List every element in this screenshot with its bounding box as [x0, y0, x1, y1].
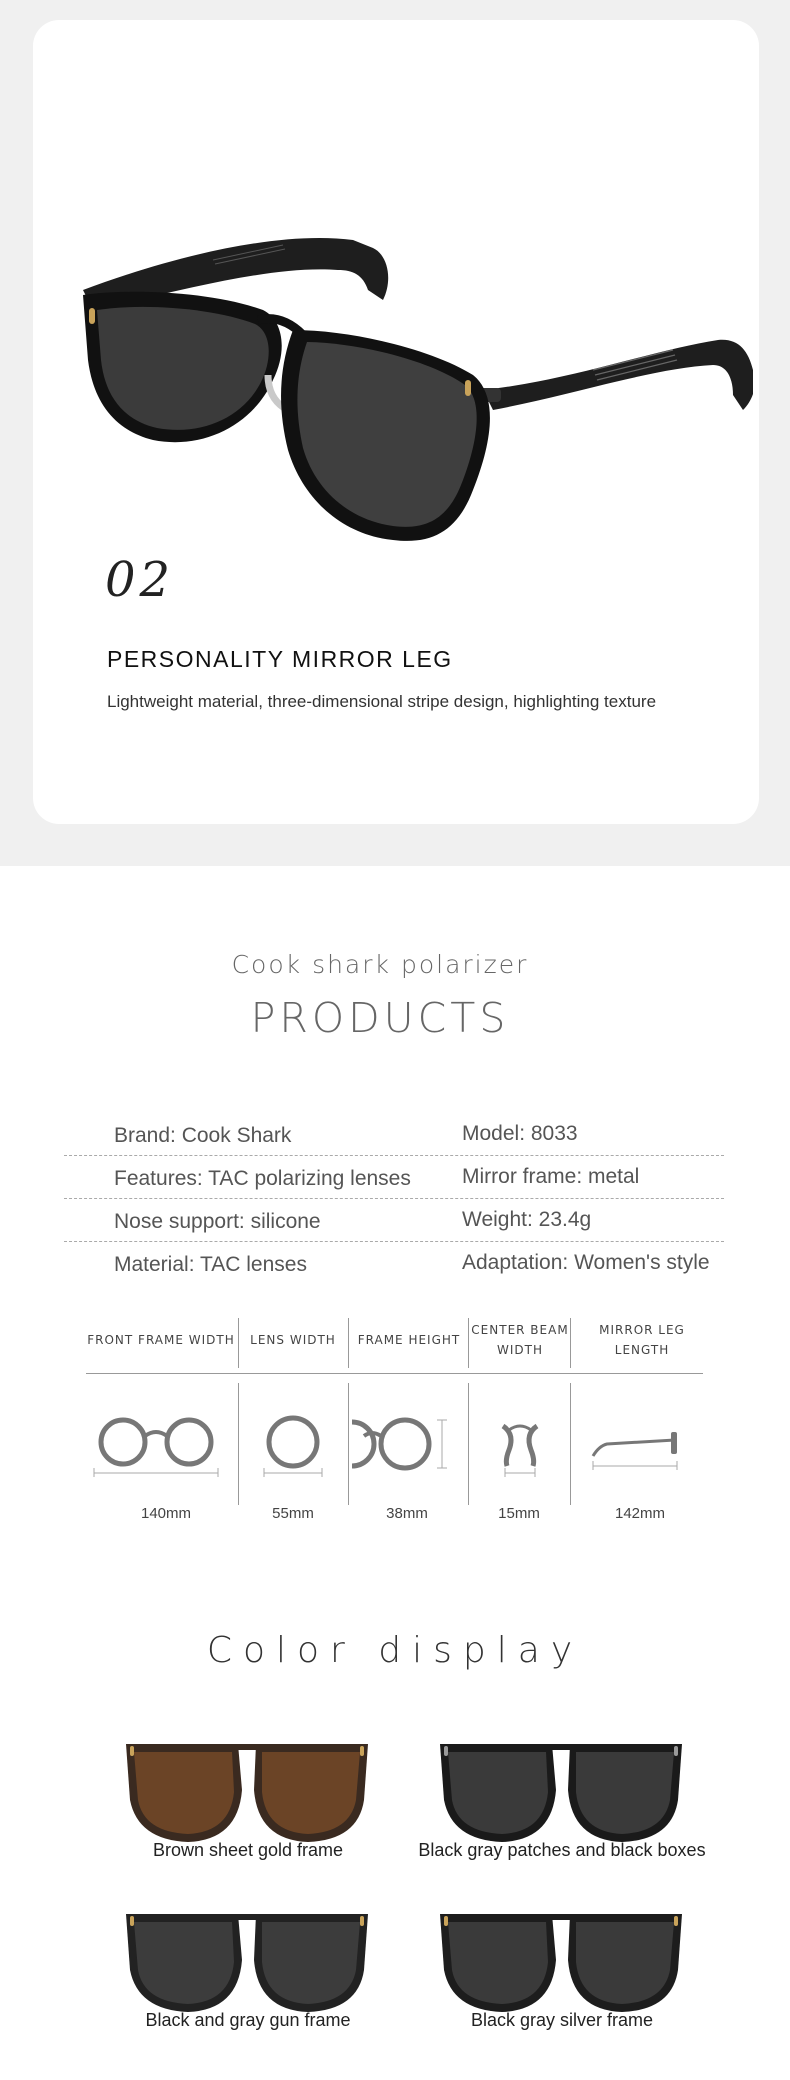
- spec-nose-support: Nose support: silicone: [114, 1210, 321, 1233]
- measurement-value: 15mm: [498, 1505, 540, 1522]
- measurement-label: LENS WIDTH: [250, 1333, 336, 1347]
- mirror-leg-icon: [585, 1410, 685, 1480]
- color-label: Black gray patches and black boxes: [418, 1840, 706, 1860]
- spec-adaptation: Adaptation: Women's style: [462, 1251, 710, 1274]
- measurement-value: 142mm: [614, 1505, 666, 1522]
- color-label: Brown sheet gold frame: [152, 1840, 344, 1860]
- sunglasses-image: [53, 200, 753, 580]
- spec-material: Material: TAC lenses: [114, 1253, 307, 1276]
- measurement-value: 38mm: [386, 1505, 428, 1522]
- front-frame-icon: [90, 1410, 222, 1480]
- spec-brand: Brand: Cook Shark: [114, 1124, 292, 1147]
- measurement-value: 55mm: [272, 1505, 314, 1522]
- column-divider: [348, 1318, 349, 1368]
- color-swatch-silver-frame: [432, 1900, 692, 2020]
- column-divider: [238, 1383, 239, 1505]
- feature-number: 02: [105, 552, 175, 608]
- frame-height-icon: [350, 1410, 450, 1480]
- color-swatch-brown: [118, 1730, 378, 1850]
- color-label: Black gray silver frame: [470, 2010, 654, 2030]
- center-beam-icon: [495, 1410, 545, 1480]
- color-label: Black and gray gun frame: [145, 2010, 351, 2030]
- measurement-label: MIRROR LEG LENGTH: [599, 1323, 685, 1357]
- feature-description: Lightweight material, three-dimensional stripe design, highlighting texture: [107, 692, 657, 711]
- spec-row: [64, 1155, 724, 1198]
- spec-model: Model: 8033: [462, 1122, 578, 1145]
- color-swatch-black-gray-patches: [432, 1730, 692, 1850]
- products-title: PRODUCTS: [250, 994, 510, 1042]
- spec-features: Features: TAC polarizing lenses: [114, 1167, 411, 1190]
- lens-width-icon: [258, 1410, 328, 1480]
- column-divider: [238, 1318, 239, 1368]
- products-subtitle: Cook shark polarizer: [231, 950, 529, 979]
- feature-title: PERSONALITY MIRROR LEG: [107, 646, 453, 672]
- spec-row: [64, 1112, 724, 1155]
- color-display-title: Color display: [206, 1630, 584, 1671]
- spec-mirror-frame: Mirror frame: metal: [462, 1165, 640, 1188]
- column-divider: [570, 1383, 571, 1505]
- feature-card: [33, 20, 759, 824]
- spec-row: [64, 1198, 724, 1241]
- measurement-divider: [86, 1373, 703, 1374]
- column-divider: [348, 1383, 349, 1505]
- spec-row: [64, 1241, 724, 1284]
- measurement-label: FRONT FRAME WIDTH: [87, 1333, 235, 1347]
- measurement-label: CENTER BEAM WIDTH: [471, 1323, 569, 1357]
- column-divider: [468, 1383, 469, 1505]
- color-swatch-gun-frame: [118, 1900, 378, 2020]
- measurement-value: 140mm: [140, 1505, 192, 1522]
- column-divider: [570, 1318, 571, 1368]
- measurement-label: FRAME HEIGHT: [357, 1333, 461, 1347]
- spec-weight: Weight: 23.4g: [462, 1208, 592, 1231]
- column-divider: [468, 1318, 469, 1368]
